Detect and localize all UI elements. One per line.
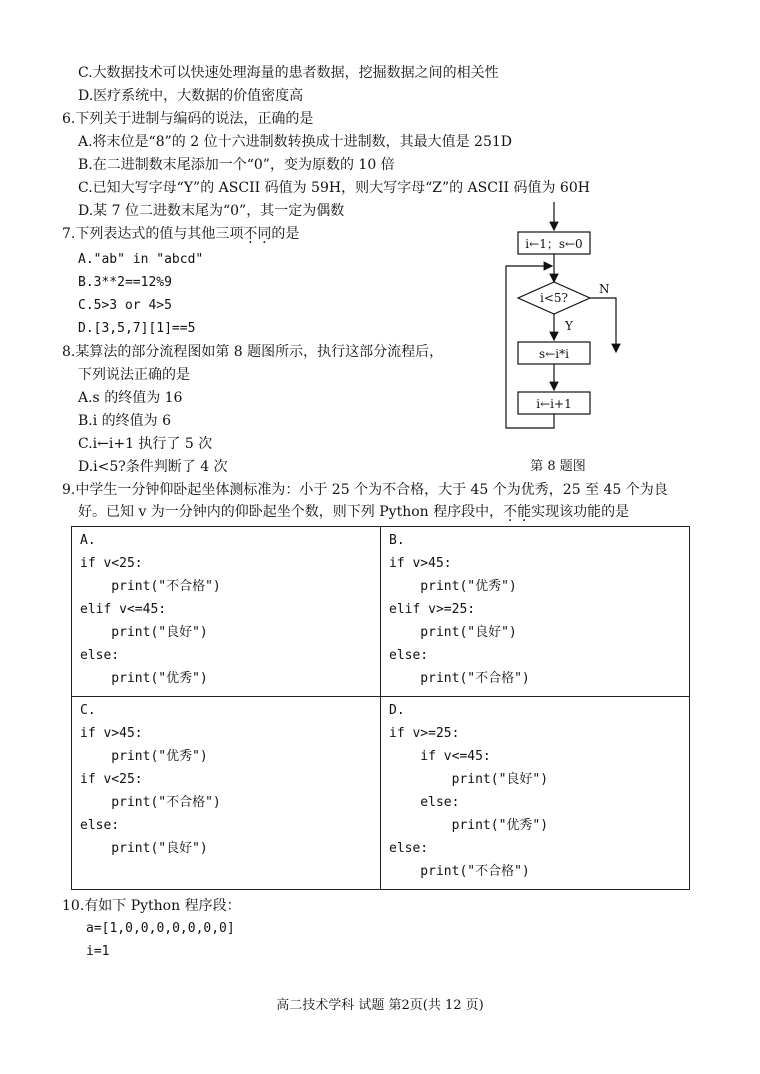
q5-option-c: C.大数据技术可以快速处理海量的患者数据，挖掘数据之间的相关性 — [78, 65, 499, 81]
q8-option-b: B.i 的终值为 6 — [78, 413, 172, 429]
q7-stem: 7.下列表达式的值与其他三项不同的是 — [62, 226, 300, 242]
q9-emphasis: 不能 — [503, 504, 532, 520]
q9-options-table — [71, 526, 690, 890]
q9-stem-line1: 9.中学生一分钟仰卧起坐体测标准为：小于 25 个为不合格，大于 45 个为优秀，25 至 45 个为良 — [62, 482, 668, 498]
no-label: N — [599, 282, 610, 296]
q8-option-d: D.i<5?条件判断了 4 次 — [78, 459, 228, 475]
q6-option-a: A.将末位是“8”的 2 位十六进制数转换成十进制数，其最大值是 251D — [78, 134, 512, 150]
inc-label: i←i+1 — [536, 397, 572, 411]
q7-option-a: A."ab" in "abcd" — [78, 252, 204, 267]
q6-option-b: B.在二进制数末尾添加一个“0”，变为原数的 10 倍 — [78, 157, 395, 173]
figure-caption: 第 8 题图 — [530, 459, 586, 474]
no-branch-arrow — [590, 298, 616, 352]
q9-option-a: A. if v<25: print("不合格") elif v<=45: print("良好") else: print("优秀") — [72, 527, 381, 697]
q7-option-d: D.[3,5,7][1]==5 — [78, 321, 196, 336]
q10-stem: 10.有如下 Python 程序段： — [62, 898, 241, 914]
q8-option-a: A.s 的终值为 16 — [78, 390, 183, 406]
q7-emphasis: 不同 — [243, 226, 272, 242]
q6-option-d: D.某 7 位二进数末尾为“0”，其一定为偶数 — [78, 203, 345, 219]
q9-option-c: C. if v>45: print("优秀") if v<25: print("不合格") else: print("良好") — [72, 697, 381, 890]
page-footer: 高二技术学科 试题 第2页(共 12 页) — [276, 998, 484, 1013]
q8-stem-line2: 下列说法正确的是 — [78, 367, 190, 383]
init-label: i←1；s←0 — [525, 237, 583, 251]
q9-option-d: D. if v>=25: if v<=45: print("良好") else: print("优秀") else: print("不合格") — [381, 697, 690, 890]
q9-stem-line2: 好。已知 v 为一分钟内的仰卧起坐个数，则下列 Python 程序段中，不能实现该功能的是 — [78, 504, 630, 520]
flowchart-figure — [500, 196, 640, 476]
q8-stem-line1: 8.某算法的部分流程图如第 8 题图所示，执行这部分流程后， — [62, 344, 444, 360]
yes-label: Y — [565, 319, 573, 333]
q5-option-d: D.医疗系统中，大数据的价值密度高 — [78, 88, 304, 104]
q7-option-c: C.5>3 or 4>5 — [78, 298, 172, 313]
q7-option-b: B.3**2==12%9 — [78, 275, 172, 290]
q6-stem: 6.下列关于进制与编码的说法，正确的是 — [62, 111, 314, 127]
q10-code-line2: i=1 — [86, 944, 110, 959]
condition-label: i<5? — [540, 291, 568, 305]
body-label: s←i*i — [539, 347, 569, 361]
q6-option-c: C.已知大写字母“Y”的 ASCII 码值为 59H，则大写字母“Z”的 ASCII 码值为 60H — [78, 180, 590, 196]
q8-option-c: C.i←i+1 执行了 5 次 — [78, 436, 213, 452]
q10-code-line1: a=[1,0,0,0,0,0,0,0] — [86, 921, 235, 936]
q9-option-b: B. if v>45: print("优秀") elif v>=25: print("良好") else: print("不合格") — [381, 527, 690, 697]
